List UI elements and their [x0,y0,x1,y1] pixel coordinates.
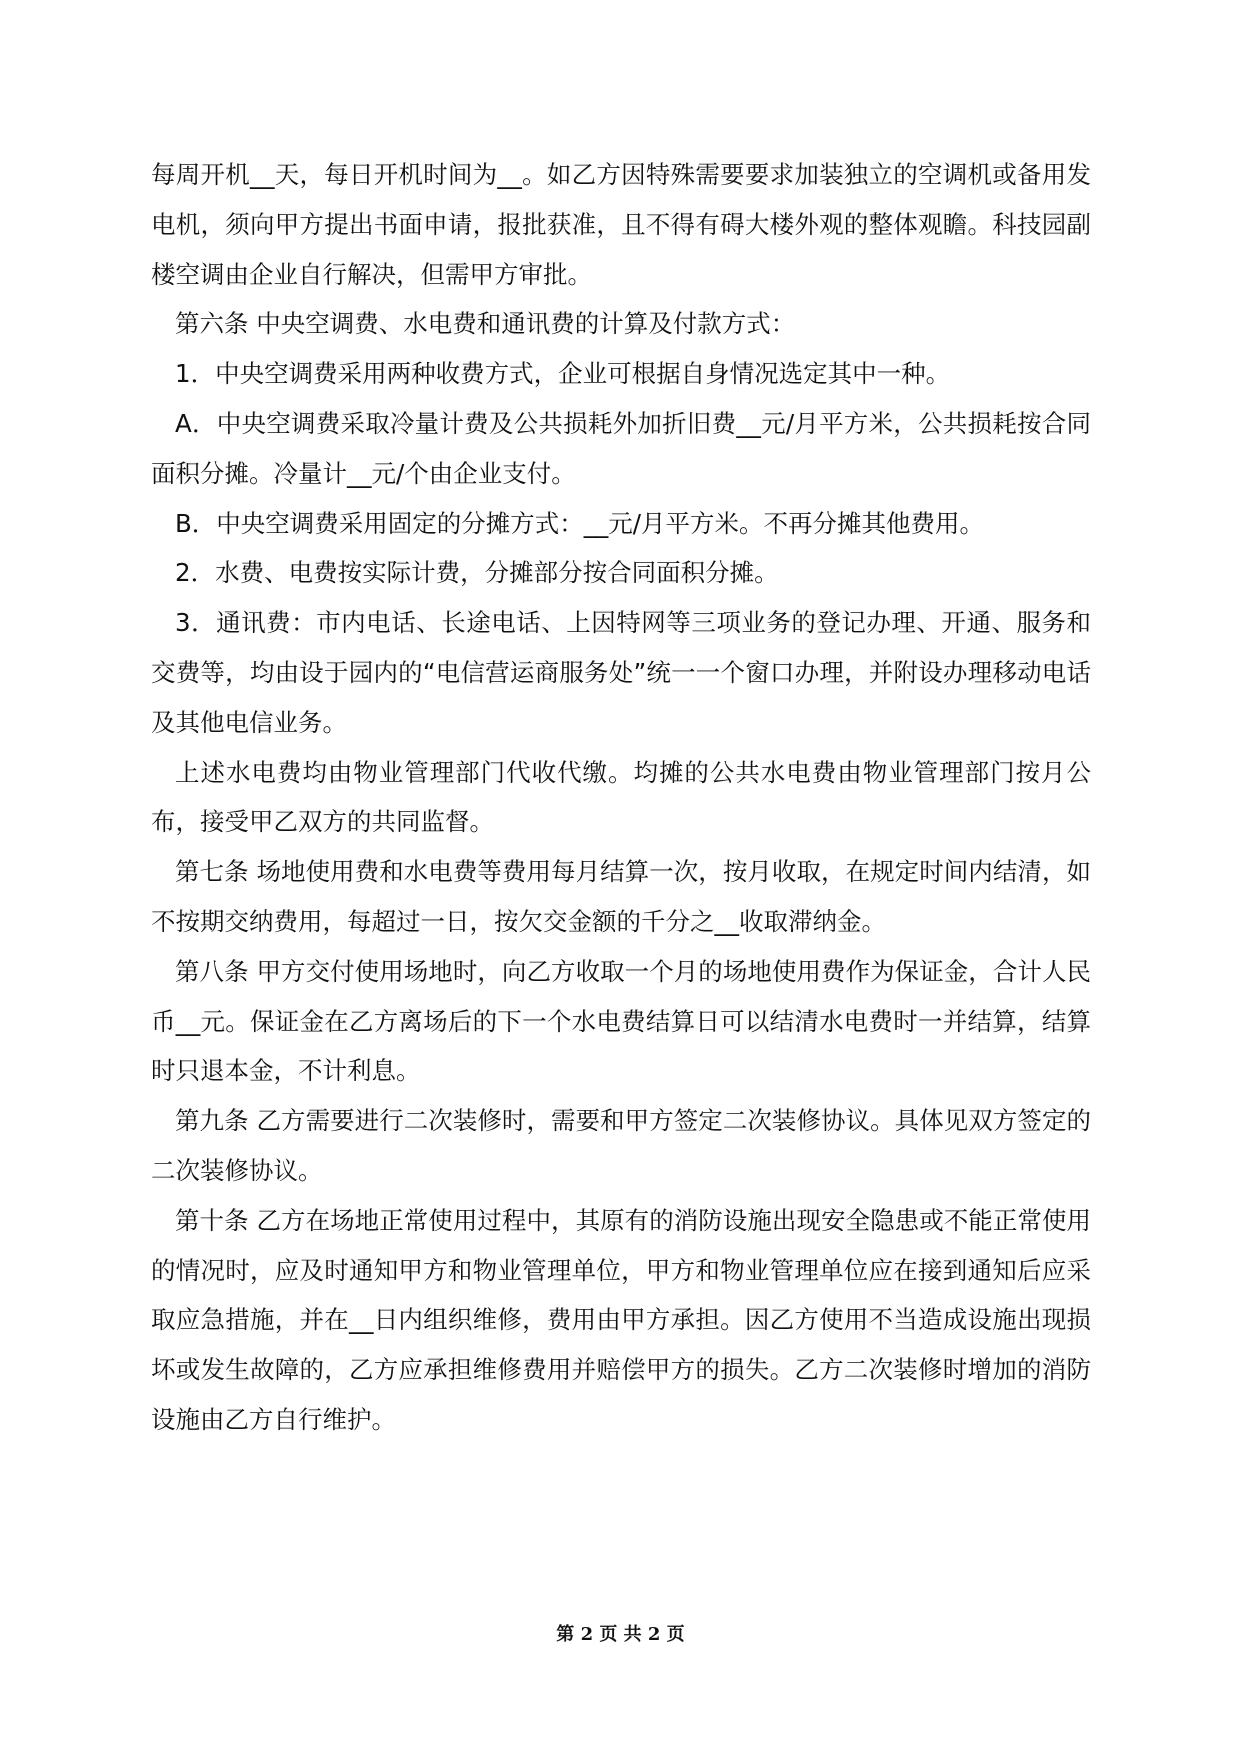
paragraph-utilities-note: 上述水电费均由物业管理部门代收代缴。均摊的公共水电费由物业管理部门按月公布，接受甲乙双方的共同监督。 [151,757,1091,837]
document-body [151,150,1091,1445]
paragraph-item-3: 3．通讯费：市内电话、长途电话、上因特网等三项业务的登记办理、开通、服务和交费等，均由设于园内的“电信营运商服务处”统一一个窗口办理，并附设办理移动电话及其他电信业务。 [151,608,1091,737]
paragraph-item-a: A．中央空调费采取冷量计费及公共损耗外加折旧费__元/月平方米，公共损耗按合同面积分摊。冷量计__元/个由企业支付。 [151,408,1091,488]
paragraph-item-2: 2．水费、电费按实际计费，分摊部分按合同面积分摊。 [175,558,779,588]
paragraph-continuation: 每周开机__天，每日开机时间为__。如乙方因特殊需要要求加装独立的空调机或备用发电机，须向甲方提出书面申请，报批获准，且不得有碍大楼外观的整体观瞻。科技园副楼空调由企业自行解决，但需甲方审批。 [151,160,1091,289]
paragraph-article-7: 第七条 场地使用费和水电费等费用每月结算一次，按月收取，在规定时间内结清，如不按期交纳费用，每超过一日，按欠交金额的千分之__收取滞纳金。 [151,857,1091,936]
paragraph-item-b: B．中央空调费采用固定的分摊方式：__元/月平方米。不再分摊其他费用。 [175,508,985,538]
paragraph-article-10: 第十条 乙方在场地正常使用过程中，其原有的消防设施出现安全隐患或不能正常使用的情况时，应及时通知甲方和物业管理单位，甲方和物业管理单位应在接到通知后应采取应急措施，并在__日内组织维修，费用由甲方承担。因乙方使用不当造成设施出现损坏或发生故障的，乙方应承担维修费用并赔偿甲方的损失。乙方二次装修时增加的消防设施由乙方自行维护。 [151,1205,1091,1434]
page-number-footer: 第 2 页 共 2 页 [556,1624,685,1645]
paragraph-article-9: 第九条 乙方需要进行二次装修时，需要和甲方签定二次装修协议。具体见双方签定的二次装修协议。 [151,1106,1091,1185]
paragraph-article-6: 第六条 中央空调费、水电费和通讯费的计算及付款方式： [175,309,796,339]
paragraph-article-8: 第八条 甲方交付使用场地时，向乙方收取一个月的场地使用费作为保证金，合计人民币__元。保证金在乙方离场后的下一个水电费结算日可以结清水电费时一并结算，结算时只退本金，不计利息。 [151,956,1091,1086]
paragraph-item-1: 1．中央空调费采用两种收费方式，企业可根据自身情况选定其中一种。 [175,359,951,389]
